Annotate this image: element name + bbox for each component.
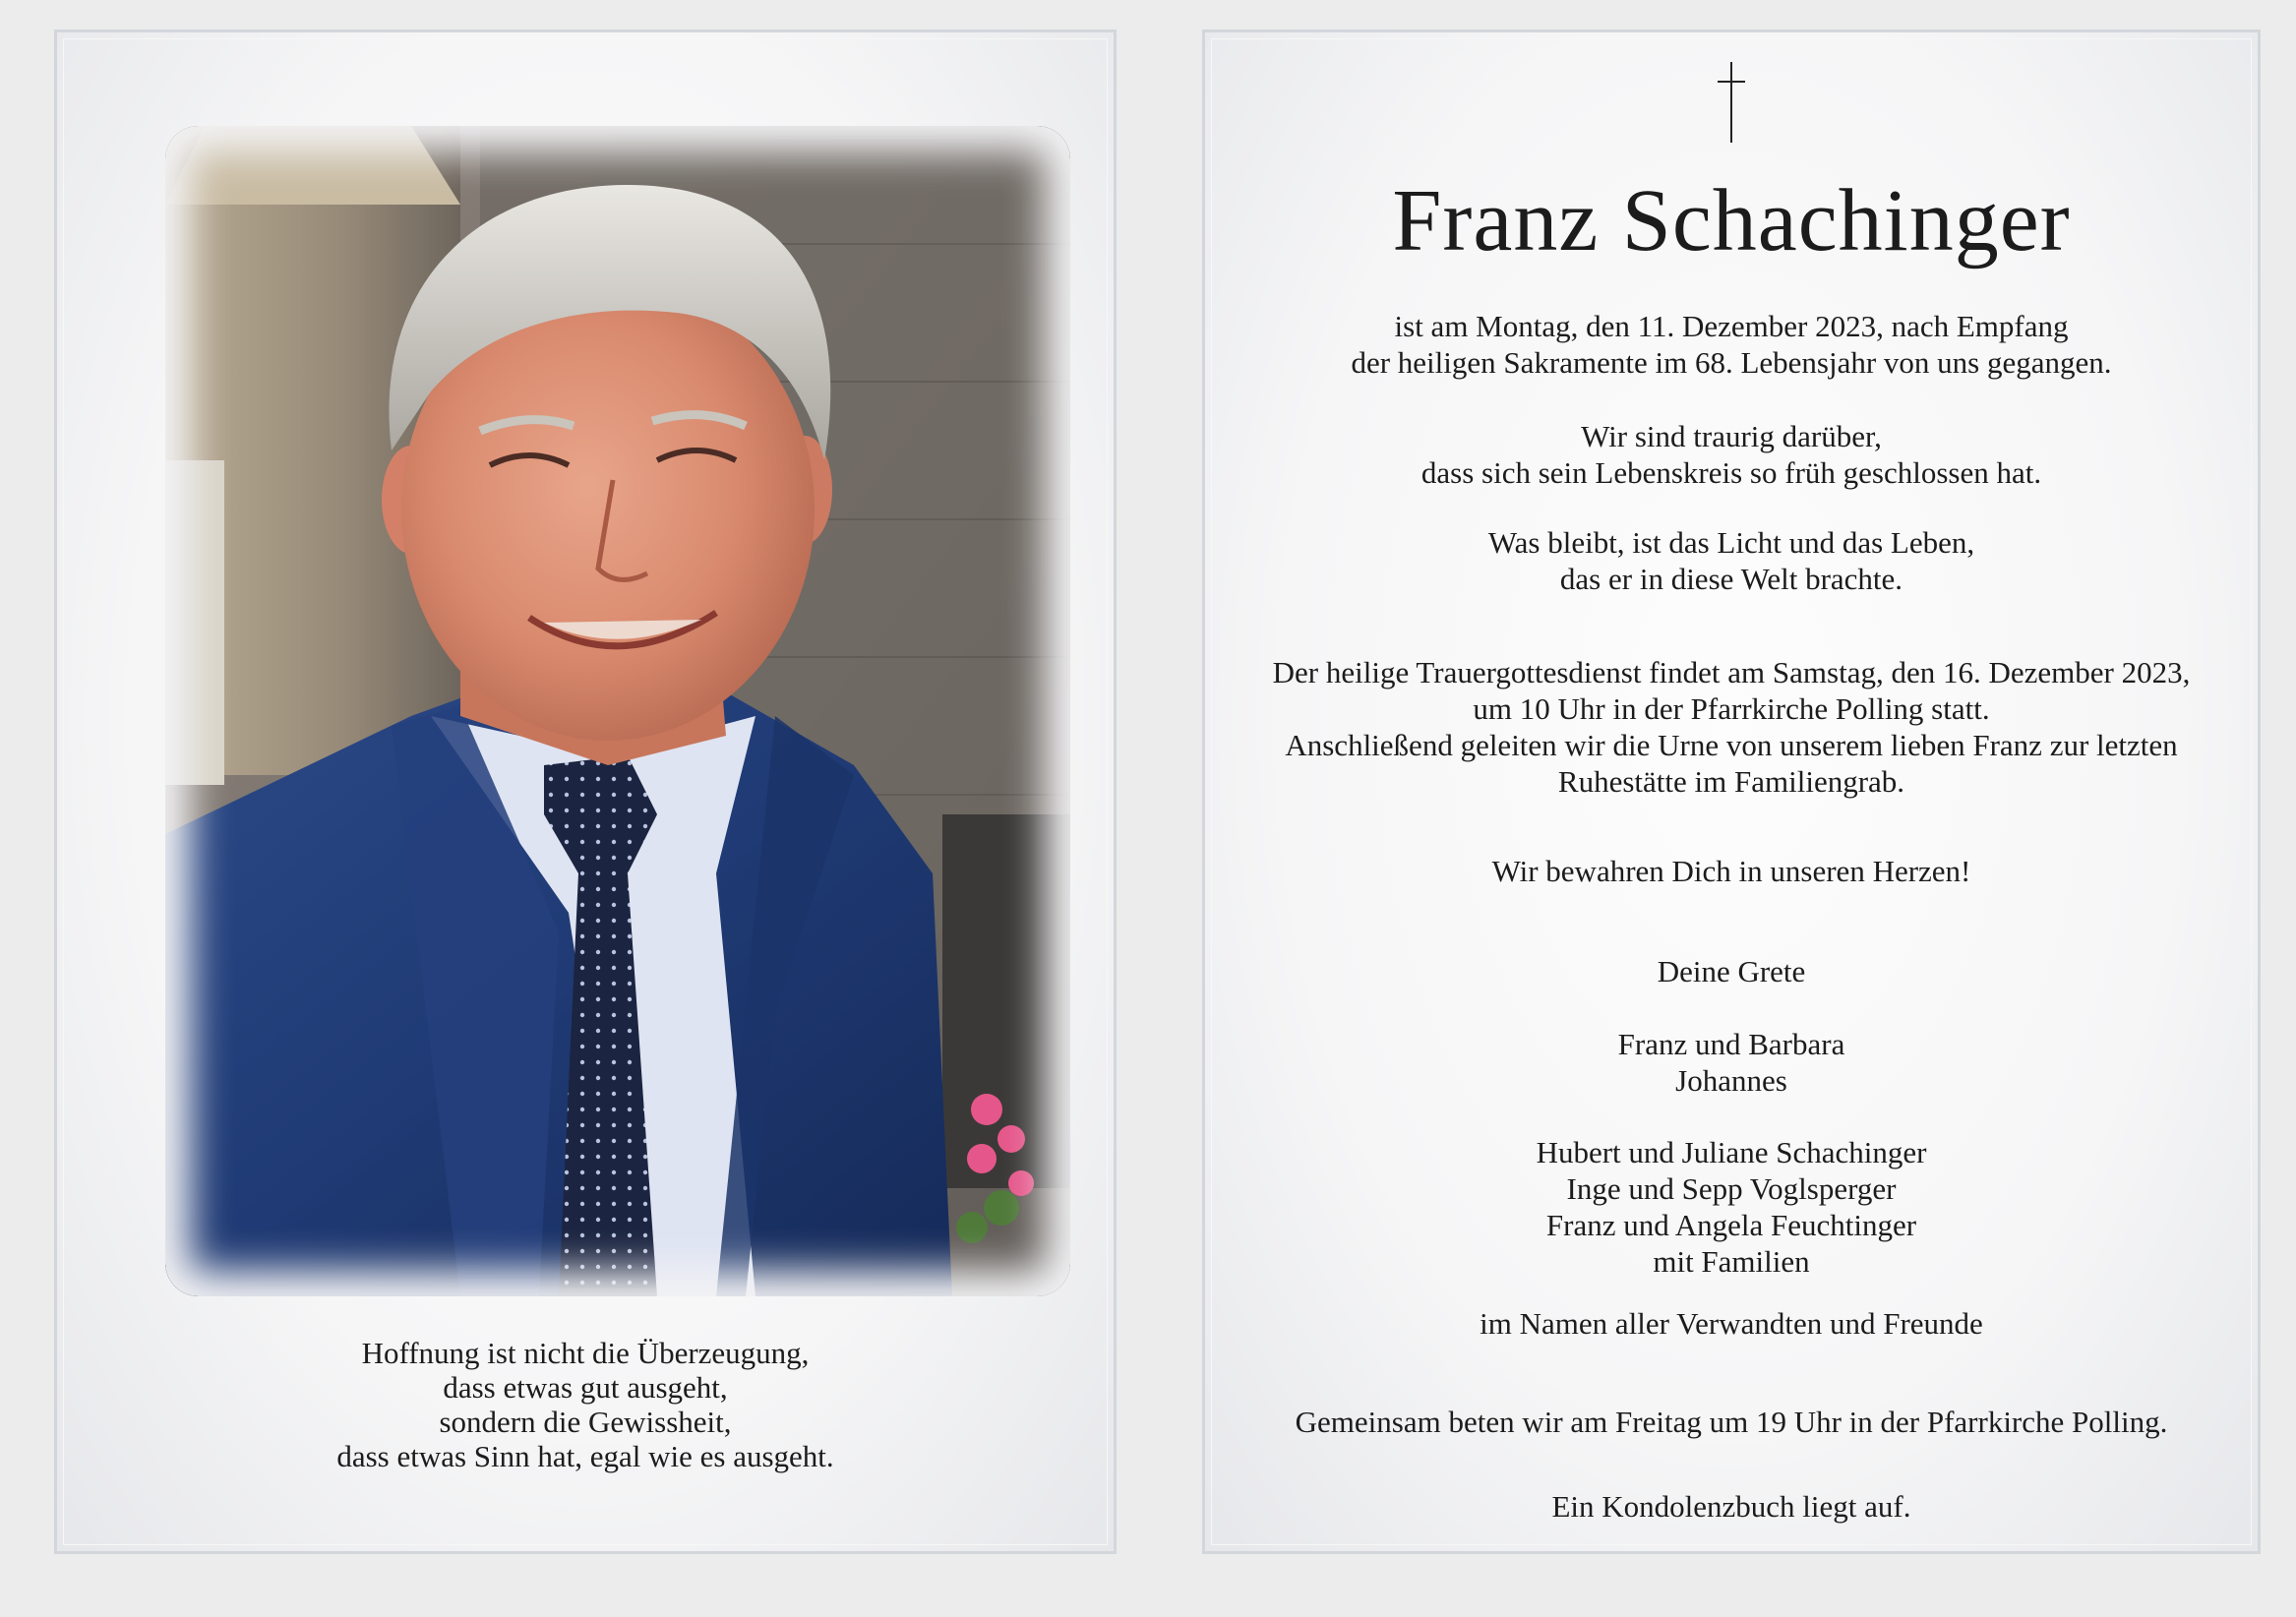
text-line: Wir bewahren Dich in unseren Herzen! [1491,854,1971,888]
right-card-panel [1202,30,2261,1554]
memorial-quote [57,1336,1114,1473]
condolence-book-info [1205,1488,2258,1525]
portrait-photo [165,126,1070,1296]
text-line: Franz und Barbara [1617,1027,1845,1061]
family-children [1205,1026,2258,1099]
text-line: Anschließend geleiten wir die Urne von unserem lieben Franz zur letzten [1285,728,2178,762]
text-line: Ein Kondolenzbuch liegt auf. [1551,1489,1911,1524]
quote-line: dass etwas Sinn hat, egal wie es ausgeht. [336,1439,834,1473]
relatives-text [1205,1305,2258,1342]
text-line: der heiligen Sakramente im 68. Lebensjahr von uns gegangen. [1351,345,2112,380]
text-line: mit Familien [1653,1244,1810,1279]
text-line: dass sich sein Lebenskreis so früh geschlossen hat. [1420,455,2042,490]
funeral-service-info [1205,654,2258,800]
text-line: Inge und Sepp Voglsperger [1566,1171,1897,1206]
family-grete [1205,953,2258,989]
text-line: Ruhestätte im Familiengrab. [1557,764,1905,799]
text-line: das er in diese Welt brachte. [1559,562,1903,596]
cross-icon [1712,62,1751,143]
text-line: Wir sind traurig darüber, [1581,419,1882,453]
quote-line: Hoffnung ist nicht die Überzeugung, [361,1336,810,1370]
deceased-name: Franz Schachinger [1392,172,2071,270]
hearts-text [1205,853,2258,889]
quote-line: dass etwas gut ausgeht, [443,1370,728,1405]
text-line: Deine Grete [1657,954,1806,988]
text-line: ist am Montag, den 11. Dezember 2023, nach Empfang [1394,309,2069,343]
text-line: Johannes [1675,1063,1787,1098]
text-line: Franz und Angela Feuchtinger [1545,1208,1917,1242]
sadness-text [1205,418,2258,491]
left-card-panel [54,30,1117,1554]
text-line: im Namen aller Verwandten und Freunde [1480,1306,1983,1341]
text-line: Was bleibt, ist das Licht und das Leben, [1487,525,1975,560]
quote-line: sondern die Gewissheit, [439,1405,732,1439]
text-line: Der heilige Trauergottesdienst findet am Samstag, den 16. Dezember 2023, [1272,655,2191,689]
family-siblings [1205,1134,2258,1280]
text-line: Gemeinsam beten wir am Freitag um 19 Uhr in der Pfarrkirche Polling. [1295,1405,2168,1439]
portrait-illustration [165,126,1070,1296]
remembrance-text [1205,524,2258,597]
text-line: um 10 Uhr in der Pfarrkirche Polling statt. [1473,691,1990,726]
prayer-info [1205,1404,2258,1440]
death-announcement [1205,308,2258,381]
text-line: Hubert und Juliane Schachinger [1536,1135,1927,1169]
